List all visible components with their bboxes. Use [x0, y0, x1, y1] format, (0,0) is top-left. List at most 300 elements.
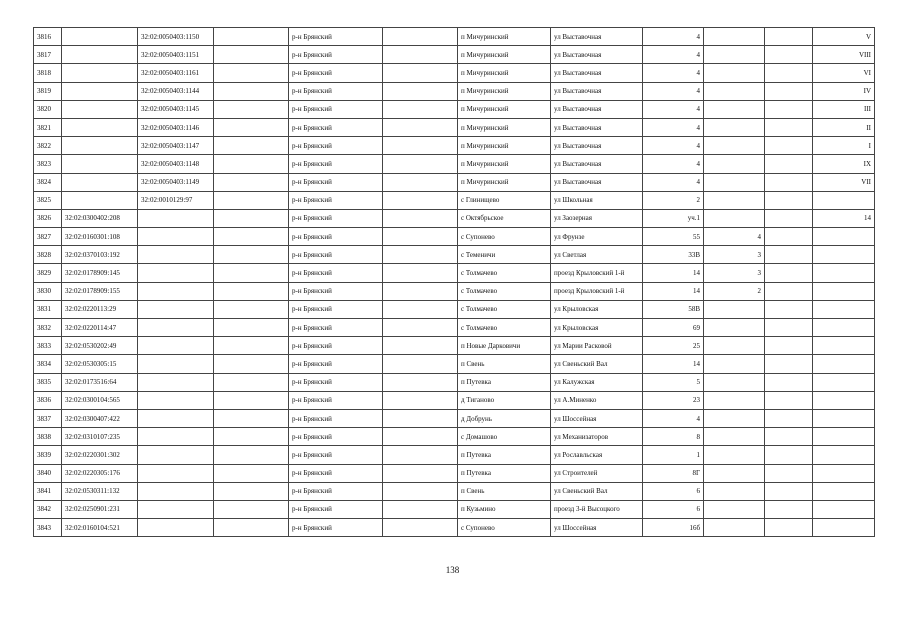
cell-district-extra — [383, 482, 458, 500]
cell-extra-col — [214, 100, 289, 118]
cell-house-number: 23 — [643, 391, 704, 409]
cell-apartment — [813, 519, 875, 537]
cell-cadastral-number — [62, 64, 138, 82]
cell-house-number: уч.1 — [643, 209, 704, 227]
cell-row-number: 3838 — [34, 428, 62, 446]
cell-row-number: 3834 — [34, 355, 62, 373]
cell-cadastral-number: 32:02:0220113:29 — [62, 300, 138, 318]
cell-row-number: 3836 — [34, 391, 62, 409]
cell-apartment: V — [813, 28, 875, 46]
cell-street: ул А.Миненко — [551, 391, 643, 409]
cell-apartment — [813, 500, 875, 518]
table-body — [34, 28, 875, 537]
cell-district-extra — [383, 446, 458, 464]
cell-row-number: 3826 — [34, 209, 62, 227]
cell-settlement: п Мичуринский — [458, 137, 551, 155]
cell-street: ул Выставочная — [551, 118, 643, 136]
cell-apartment: VIII — [813, 46, 875, 64]
table-row — [34, 46, 875, 64]
cell-house-number: 58В — [643, 300, 704, 318]
cell-parcel-cadastral-number: 32:02:0050403:1146 — [138, 118, 214, 136]
cell-extra-col-2 — [765, 446, 813, 464]
cell-settlement: п Мичуринский — [458, 173, 551, 191]
cell-cadastral-number: 32:02:0220301:302 — [62, 446, 138, 464]
cell-house-number: 1 — [643, 446, 704, 464]
cell-settlement: п Мичуринский — [458, 46, 551, 64]
cell-parcel-cadastral-number: 32:02:0050403:1148 — [138, 155, 214, 173]
cell-row-number: 3841 — [34, 482, 62, 500]
cell-settlement: п Свень — [458, 355, 551, 373]
cell-house-number: 14 — [643, 355, 704, 373]
cell-house-number: 25 — [643, 337, 704, 355]
cell-settlement: с Толмачево — [458, 264, 551, 282]
cell-extra-col — [214, 482, 289, 500]
cell-cadastral-number: 32:02:0178909:145 — [62, 264, 138, 282]
cell-cadastral-number — [62, 82, 138, 100]
cell-building-number — [704, 64, 765, 82]
cell-apartment — [813, 337, 875, 355]
cell-apartment: 14 — [813, 209, 875, 227]
cell-extra-col-2 — [765, 100, 813, 118]
cell-row-number: 3816 — [34, 28, 62, 46]
cell-district: р-н Брянский — [289, 337, 383, 355]
table-row — [34, 464, 875, 482]
cell-building-number — [704, 118, 765, 136]
cell-cadastral-number — [62, 46, 138, 64]
cell-extra-col-2 — [765, 228, 813, 246]
page-number: 138 — [445, 565, 460, 575]
cell-street: проезд Крыловский 1-й — [551, 282, 643, 300]
cell-building-number: 2 — [704, 282, 765, 300]
cell-house-number: 4 — [643, 155, 704, 173]
cell-parcel-cadastral-number — [138, 246, 214, 264]
cell-extra-col-2 — [765, 500, 813, 518]
cell-settlement: с Толмачево — [458, 300, 551, 318]
cell-extra-col — [214, 209, 289, 227]
cell-house-number: 5 — [643, 373, 704, 391]
table-row — [34, 446, 875, 464]
cell-street: проезд Крыловский 1-й — [551, 264, 643, 282]
cell-cadastral-number: 32:02:0220305:176 — [62, 464, 138, 482]
cell-extra-col-2 — [765, 46, 813, 64]
cell-street: ул Выставочная — [551, 28, 643, 46]
cell-cadastral-number: 32:02:0530202:49 — [62, 337, 138, 355]
cell-street: ул Свеньский Вал — [551, 482, 643, 500]
cell-extra-col — [214, 391, 289, 409]
cell-house-number: 55 — [643, 228, 704, 246]
cell-apartment: IV — [813, 82, 875, 100]
cell-parcel-cadastral-number — [138, 391, 214, 409]
table-row — [34, 246, 875, 264]
cell-district-extra — [383, 282, 458, 300]
table-row — [34, 82, 875, 100]
cell-building-number — [704, 191, 765, 209]
cell-district: р-н Брянский — [289, 319, 383, 337]
table-row — [34, 191, 875, 209]
cell-settlement: п Мичуринский — [458, 64, 551, 82]
cell-street: ул Выставочная — [551, 46, 643, 64]
cell-house-number: 33В — [643, 246, 704, 264]
cell-cadastral-number: 32:02:0300407:422 — [62, 409, 138, 427]
cell-extra-col — [214, 155, 289, 173]
cell-district-extra — [383, 500, 458, 518]
cell-apartment — [813, 355, 875, 373]
cell-district: р-н Брянский — [289, 355, 383, 373]
cell-district-extra — [383, 300, 458, 318]
cell-district-extra — [383, 100, 458, 118]
cell-district: р-н Брянский — [289, 300, 383, 318]
cell-building-number — [704, 209, 765, 227]
cell-extra-col-2 — [765, 409, 813, 427]
cell-house-number: 4 — [643, 100, 704, 118]
cell-street: ул Выставочная — [551, 100, 643, 118]
cell-settlement: с Домашово — [458, 428, 551, 446]
cell-parcel-cadastral-number — [138, 409, 214, 427]
cell-district: р-н Брянский — [289, 500, 383, 518]
cell-district: р-н Брянский — [289, 373, 383, 391]
cell-district-extra — [383, 191, 458, 209]
cell-extra-col — [214, 337, 289, 355]
cell-apartment: II — [813, 118, 875, 136]
cell-parcel-cadastral-number: 32:02:0050403:1161 — [138, 64, 214, 82]
cell-cadastral-number: 32:02:0370103:192 — [62, 246, 138, 264]
cell-street: ул Выставочная — [551, 155, 643, 173]
cell-apartment — [813, 482, 875, 500]
cell-parcel-cadastral-number — [138, 373, 214, 391]
cell-cadastral-number: 32:02:0300402:208 — [62, 209, 138, 227]
cell-settlement: с Супонево — [458, 519, 551, 537]
cell-street: ул Шоссейная — [551, 519, 643, 537]
cell-extra-col — [214, 228, 289, 246]
cell-house-number: 14 — [643, 282, 704, 300]
cell-house-number: 6 — [643, 482, 704, 500]
table-row — [34, 28, 875, 46]
cell-row-number: 3822 — [34, 137, 62, 155]
cell-building-number: 3 — [704, 264, 765, 282]
cell-extra-col — [214, 300, 289, 318]
cell-extra-col — [214, 282, 289, 300]
cell-parcel-cadastral-number — [138, 446, 214, 464]
cell-settlement: с Теменичи — [458, 246, 551, 264]
cell-house-number: 16б — [643, 519, 704, 537]
cell-cadastral-number — [62, 118, 138, 136]
cell-row-number: 3820 — [34, 100, 62, 118]
cell-parcel-cadastral-number — [138, 500, 214, 518]
cell-settlement: п Кузьмино — [458, 500, 551, 518]
cell-row-number: 3835 — [34, 373, 62, 391]
cell-parcel-cadastral-number: 32:02:0050403:1151 — [138, 46, 214, 64]
cell-house-number: 8 — [643, 428, 704, 446]
cell-extra-col — [214, 191, 289, 209]
table-row — [34, 100, 875, 118]
cell-district: р-н Брянский — [289, 264, 383, 282]
cell-cadastral-number: 32:02:0530311:132 — [62, 482, 138, 500]
cell-district-extra — [383, 355, 458, 373]
cell-settlement: п Мичуринский — [458, 82, 551, 100]
cell-row-number: 3830 — [34, 282, 62, 300]
cell-cadastral-number — [62, 173, 138, 191]
cell-house-number: 4 — [643, 118, 704, 136]
cell-extra-col-2 — [765, 300, 813, 318]
cell-apartment — [813, 446, 875, 464]
cell-apartment — [813, 228, 875, 246]
cell-extra-col-2 — [765, 28, 813, 46]
cell-district-extra — [383, 428, 458, 446]
cell-extra-col-2 — [765, 519, 813, 537]
cell-district-extra — [383, 82, 458, 100]
cell-district-extra — [383, 28, 458, 46]
cell-building-number — [704, 337, 765, 355]
cell-extra-col — [214, 500, 289, 518]
cell-apartment: VII — [813, 173, 875, 191]
cell-house-number: 14 — [643, 264, 704, 282]
cell-district: р-н Брянский — [289, 482, 383, 500]
cell-extra-col-2 — [765, 82, 813, 100]
table-row — [34, 391, 875, 409]
cell-settlement: п Мичуринский — [458, 100, 551, 118]
cell-apartment — [813, 373, 875, 391]
registry-table — [33, 27, 875, 537]
cell-extra-col-2 — [765, 155, 813, 173]
cell-cadastral-number: 32:02:0300104:565 — [62, 391, 138, 409]
cell-settlement: п Путевка — [458, 464, 551, 482]
cell-apartment: III — [813, 100, 875, 118]
table-row — [34, 228, 875, 246]
cell-parcel-cadastral-number: 32:02:0050403:1150 — [138, 28, 214, 46]
cell-building-number — [704, 355, 765, 373]
cell-building-number: 4 — [704, 228, 765, 246]
cell-cadastral-number — [62, 155, 138, 173]
cell-building-number — [704, 446, 765, 464]
cell-extra-col — [214, 64, 289, 82]
cell-district-extra — [383, 373, 458, 391]
cell-apartment — [813, 264, 875, 282]
cell-house-number: 4 — [643, 409, 704, 427]
cell-building-number — [704, 428, 765, 446]
table-row — [34, 482, 875, 500]
cell-house-number: 4 — [643, 173, 704, 191]
table-row — [34, 137, 875, 155]
cell-extra-col — [214, 464, 289, 482]
cell-apartment — [813, 300, 875, 318]
cell-row-number: 3821 — [34, 118, 62, 136]
cell-district-extra — [383, 337, 458, 355]
cell-district-extra — [383, 64, 458, 82]
cell-district-extra — [383, 319, 458, 337]
cell-district: р-н Брянский — [289, 409, 383, 427]
cell-district-extra — [383, 464, 458, 482]
cell-street: ул Крыловская — [551, 300, 643, 318]
cell-district: р-н Брянский — [289, 446, 383, 464]
cell-cadastral-number: 32:02:0178909:155 — [62, 282, 138, 300]
cell-extra-col-2 — [765, 319, 813, 337]
cell-cadastral-number: 32:02:0160301:108 — [62, 228, 138, 246]
table-row — [34, 337, 875, 355]
cell-building-number — [704, 464, 765, 482]
cell-building-number — [704, 519, 765, 537]
cell-building-number: 3 — [704, 246, 765, 264]
cell-parcel-cadastral-number — [138, 264, 214, 282]
cell-district: р-н Брянский — [289, 428, 383, 446]
cell-street: ул Светлая — [551, 246, 643, 264]
cell-cadastral-number — [62, 191, 138, 209]
cell-extra-col — [214, 28, 289, 46]
cell-settlement: п Свень — [458, 482, 551, 500]
cell-building-number — [704, 391, 765, 409]
cell-apartment — [813, 319, 875, 337]
cell-extra-col-2 — [765, 209, 813, 227]
cell-street: ул Крыловская — [551, 319, 643, 337]
cell-row-number: 3828 — [34, 246, 62, 264]
cell-apartment — [813, 464, 875, 482]
cell-row-number: 3839 — [34, 446, 62, 464]
cell-building-number — [704, 409, 765, 427]
cell-settlement: п Новые Дарковичи — [458, 337, 551, 355]
cell-settlement: д Тиганово — [458, 391, 551, 409]
cell-extra-col — [214, 264, 289, 282]
cell-settlement: п Мичуринский — [458, 28, 551, 46]
cell-apartment — [813, 246, 875, 264]
cell-street: ул Фрунзе — [551, 228, 643, 246]
cell-district: р-н Брянский — [289, 173, 383, 191]
cell-street: ул Строителей — [551, 464, 643, 482]
cell-street: ул Выставочная — [551, 137, 643, 155]
cell-cadastral-number: 32:02:0173516:64 — [62, 373, 138, 391]
cell-row-number: 3819 — [34, 82, 62, 100]
cell-district-extra — [383, 155, 458, 173]
cell-settlement: д Добрунь — [458, 409, 551, 427]
cell-apartment — [813, 282, 875, 300]
cell-house-number: 8Г — [643, 464, 704, 482]
cell-district: р-н Брянский — [289, 191, 383, 209]
cell-apartment — [813, 391, 875, 409]
cell-extra-col — [214, 46, 289, 64]
cell-extra-col-2 — [765, 282, 813, 300]
cell-extra-col-2 — [765, 64, 813, 82]
cell-row-number: 3827 — [34, 228, 62, 246]
cell-street: ул Выставочная — [551, 82, 643, 100]
cell-apartment — [813, 191, 875, 209]
cell-building-number — [704, 500, 765, 518]
cell-district: р-н Брянский — [289, 28, 383, 46]
cell-district-extra — [383, 46, 458, 64]
cell-parcel-cadastral-number — [138, 209, 214, 227]
table-row — [34, 409, 875, 427]
cell-row-number: 3824 — [34, 173, 62, 191]
cell-house-number: 4 — [643, 46, 704, 64]
cell-house-number: 6 — [643, 500, 704, 518]
cell-extra-col — [214, 173, 289, 191]
cell-house-number: 69 — [643, 319, 704, 337]
table-row — [34, 282, 875, 300]
cell-building-number — [704, 100, 765, 118]
cell-district: р-н Брянский — [289, 228, 383, 246]
cell-building-number — [704, 173, 765, 191]
cell-row-number: 3825 — [34, 191, 62, 209]
cell-parcel-cadastral-number — [138, 482, 214, 500]
cell-building-number — [704, 137, 765, 155]
cell-building-number — [704, 373, 765, 391]
cell-district: р-н Брянский — [289, 100, 383, 118]
cell-extra-col-2 — [765, 118, 813, 136]
table-row — [34, 300, 875, 318]
cell-street: ул Механизаторов — [551, 428, 643, 446]
cell-district-extra — [383, 209, 458, 227]
cell-settlement: п Путевка — [458, 373, 551, 391]
cell-district-extra — [383, 409, 458, 427]
cell-extra-col — [214, 118, 289, 136]
cell-parcel-cadastral-number — [138, 319, 214, 337]
cell-district-extra — [383, 264, 458, 282]
cell-building-number — [704, 300, 765, 318]
cell-extra-col-2 — [765, 337, 813, 355]
cell-district-extra — [383, 519, 458, 537]
cell-settlement: с Глинищево — [458, 191, 551, 209]
table-row — [34, 64, 875, 82]
cell-extra-col-2 — [765, 355, 813, 373]
cell-district-extra — [383, 228, 458, 246]
cell-apartment: IX — [813, 155, 875, 173]
cell-parcel-cadastral-number: 32:02:0050403:1147 — [138, 137, 214, 155]
cell-row-number: 3829 — [34, 264, 62, 282]
cell-parcel-cadastral-number — [138, 228, 214, 246]
cell-district: р-н Брянский — [289, 64, 383, 82]
cell-parcel-cadastral-number — [138, 519, 214, 537]
table-row — [34, 500, 875, 518]
cell-row-number: 3823 — [34, 155, 62, 173]
cell-district-extra — [383, 118, 458, 136]
cell-district: р-н Брянский — [289, 391, 383, 409]
cell-apartment — [813, 409, 875, 427]
cell-parcel-cadastral-number: 32:02:0050403:1149 — [138, 173, 214, 191]
cell-building-number — [704, 46, 765, 64]
cell-extra-col — [214, 319, 289, 337]
cell-parcel-cadastral-number — [138, 464, 214, 482]
cell-apartment: VI — [813, 64, 875, 82]
cell-house-number: 4 — [643, 137, 704, 155]
cell-settlement: п Путевка — [458, 446, 551, 464]
table-row — [34, 319, 875, 337]
cell-building-number — [704, 319, 765, 337]
cell-district-extra — [383, 391, 458, 409]
cell-parcel-cadastral-number — [138, 282, 214, 300]
cell-extra-col — [214, 246, 289, 264]
cell-cadastral-number — [62, 100, 138, 118]
cell-street: ул Марии Расковой — [551, 337, 643, 355]
cell-parcel-cadastral-number — [138, 355, 214, 373]
cell-street: проезд 3-й Высоцкого — [551, 500, 643, 518]
cell-street: ул Шоссейная — [551, 409, 643, 427]
cell-street: ул Школьная — [551, 191, 643, 209]
cell-extra-col-2 — [765, 482, 813, 500]
cell-district: р-н Брянский — [289, 519, 383, 537]
cell-extra-col-2 — [765, 428, 813, 446]
cell-extra-col-2 — [765, 464, 813, 482]
table-row — [34, 173, 875, 191]
cell-apartment: I — [813, 137, 875, 155]
cell-row-number: 3831 — [34, 300, 62, 318]
cell-extra-col — [214, 82, 289, 100]
cell-building-number — [704, 155, 765, 173]
cell-district: р-н Брянский — [289, 137, 383, 155]
cell-street: ул Выставочная — [551, 173, 643, 191]
cell-district: р-н Брянский — [289, 209, 383, 227]
cell-settlement: п Мичуринский — [458, 155, 551, 173]
cell-cadastral-number: 32:02:0530305:15 — [62, 355, 138, 373]
cell-street: ул Заозерная — [551, 209, 643, 227]
cell-building-number — [704, 482, 765, 500]
cell-house-number: 4 — [643, 82, 704, 100]
